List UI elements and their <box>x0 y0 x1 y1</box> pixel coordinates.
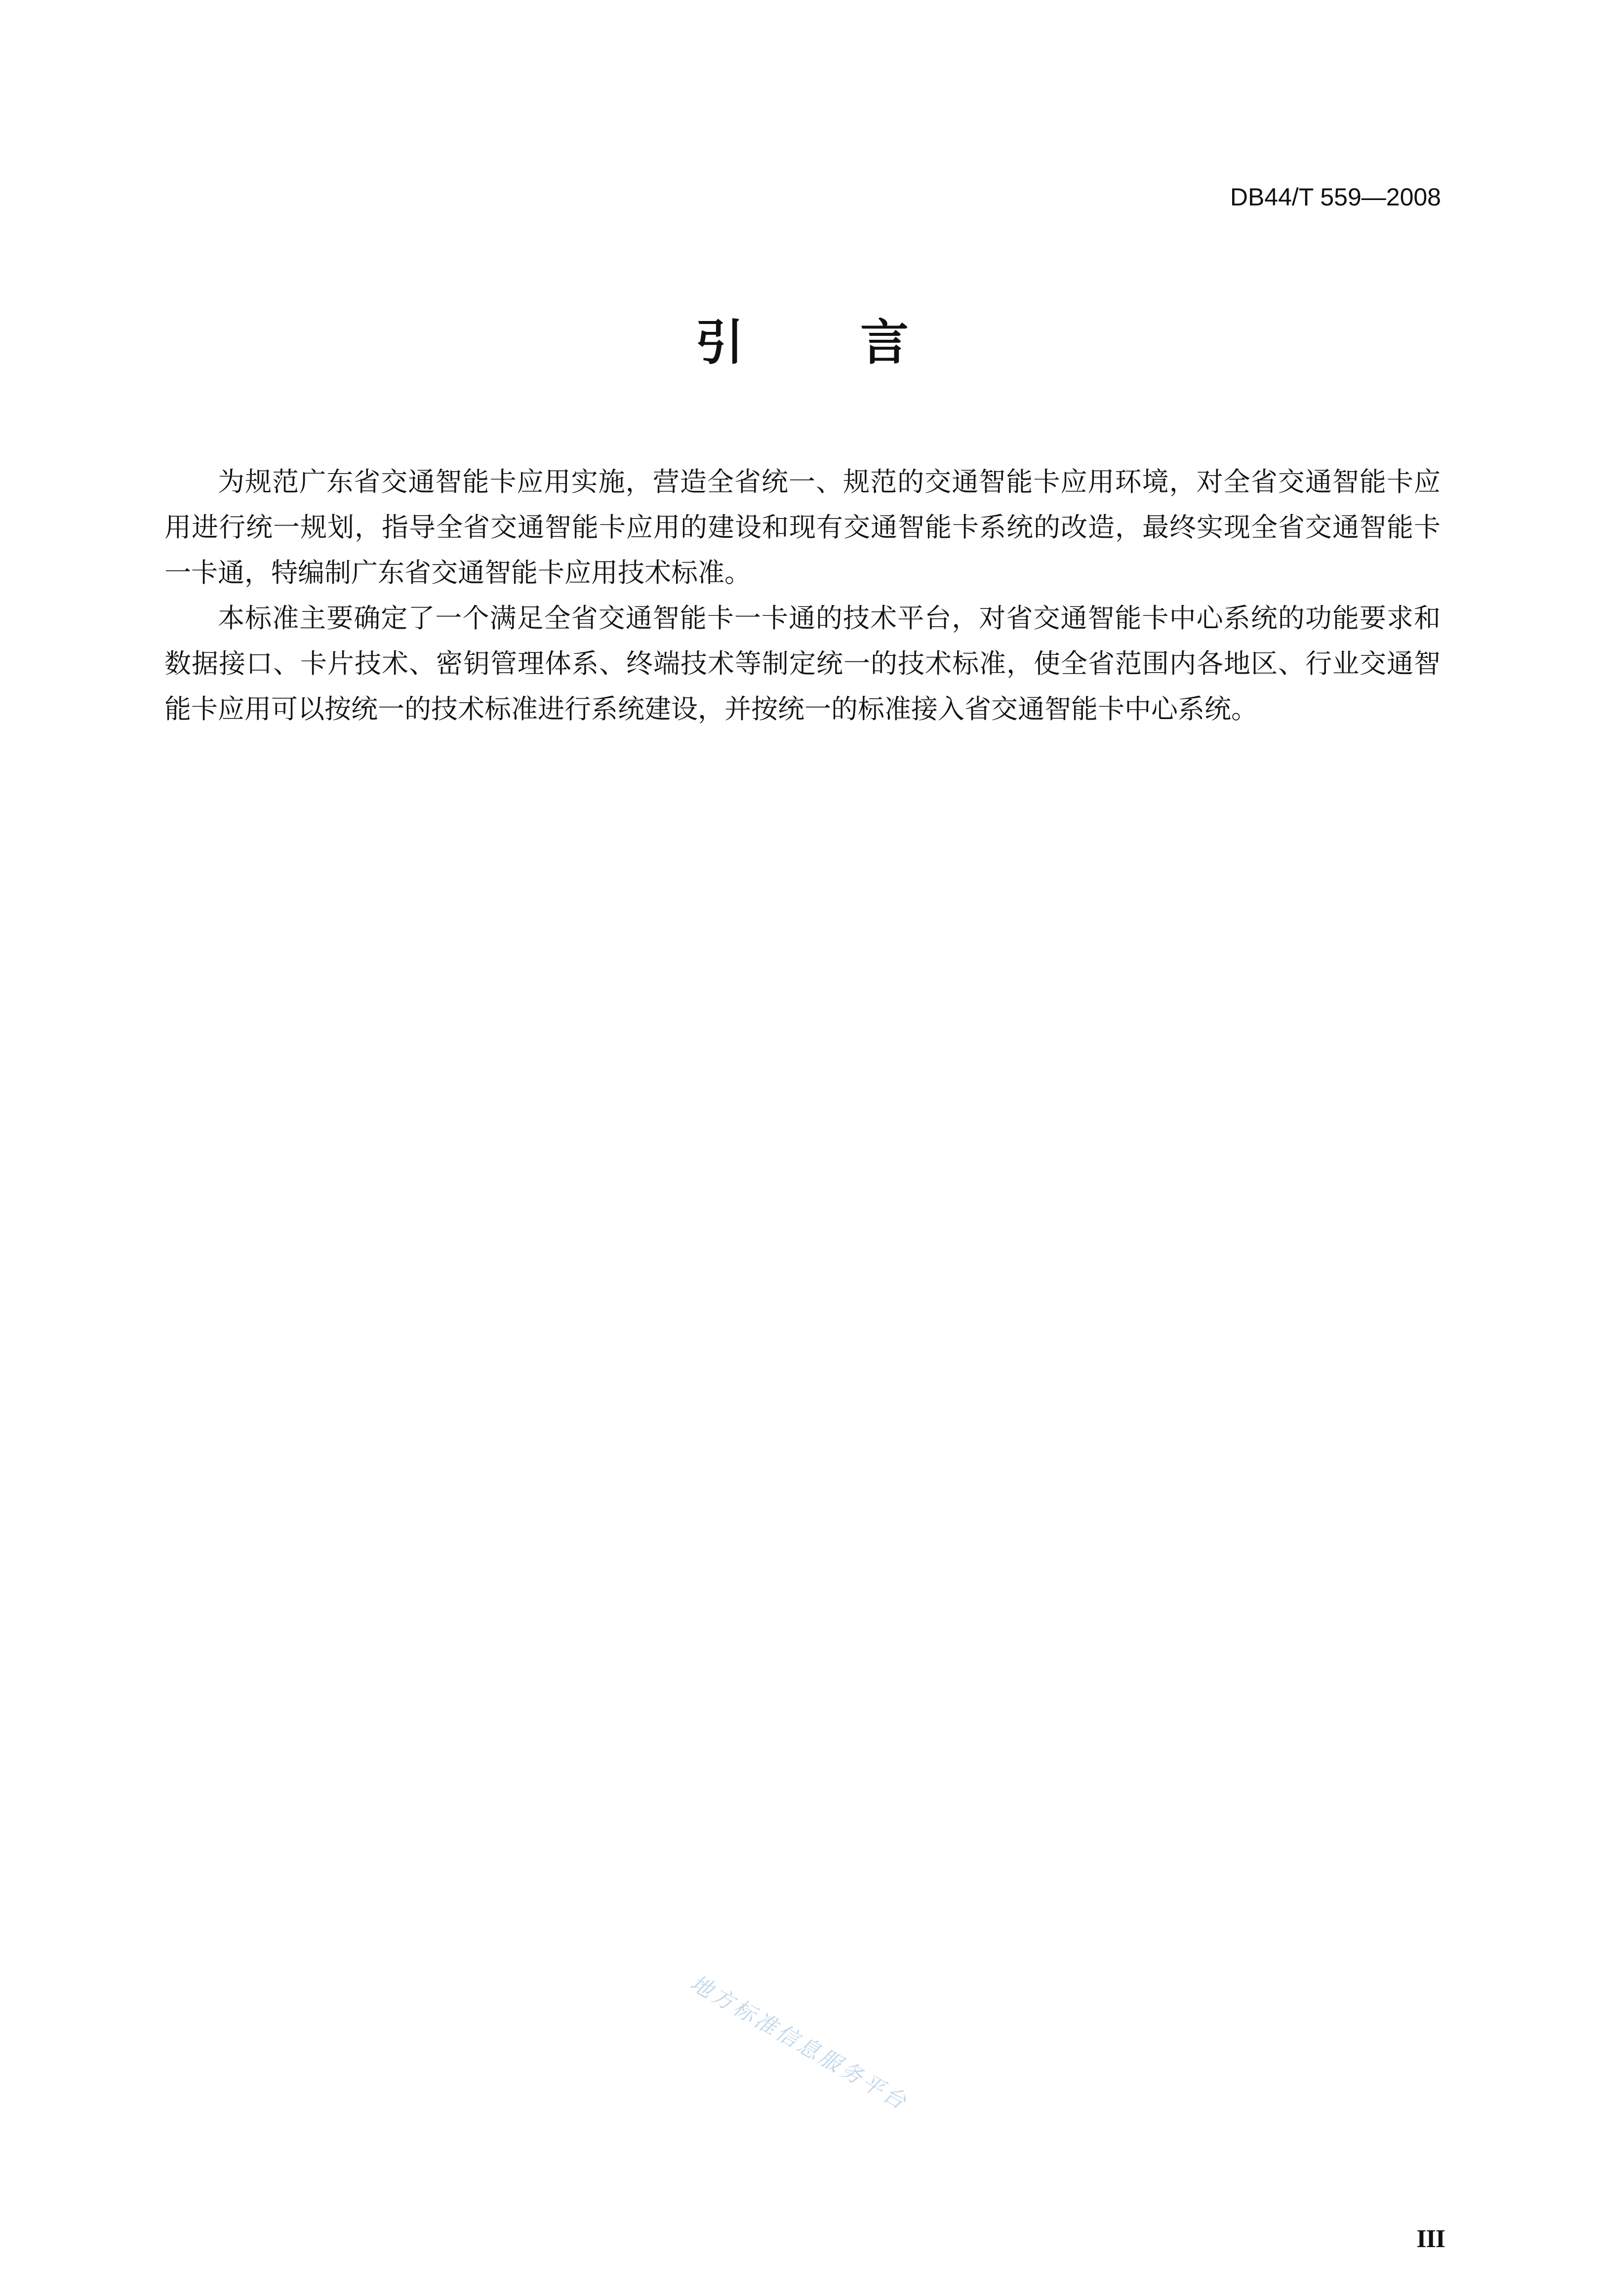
paragraph-2: 本标准主要确定了一个满足全省交通智能卡一卡通的技术平台，对省交通智能卡中心系统的功能要求和数据接口、卡片技术、密钥管理体系、终端技术等制定统一的技术标准，使全省范围内各地区、行业交通智能卡应用可以按统一的技术标准进行系统建设，并按统一的标准接入省交通智能卡中心系统。 <box>164 603 1441 725</box>
page-title: 引言 <box>695 315 1025 371</box>
standard-code: DB44/T 559—2008 <box>1230 183 1441 211</box>
paragraph-1: 为规范广东省交通智能卡应用实施，营造全省统一、规范的交通智能卡应用环境，对全省交通智能卡应用进行统一规划，指导全省交通智能卡应用的建设和现有交通智能卡系统的改造，最终实现全省交通智能卡一卡通，特编制广东省交通智能卡应用技术标准。 <box>164 466 1441 588</box>
introduction-body <box>164 459 1441 732</box>
watermark-text: 地方标准信息服务平台 <box>686 1970 913 2116</box>
page-number: III <box>1416 2225 1445 2253</box>
